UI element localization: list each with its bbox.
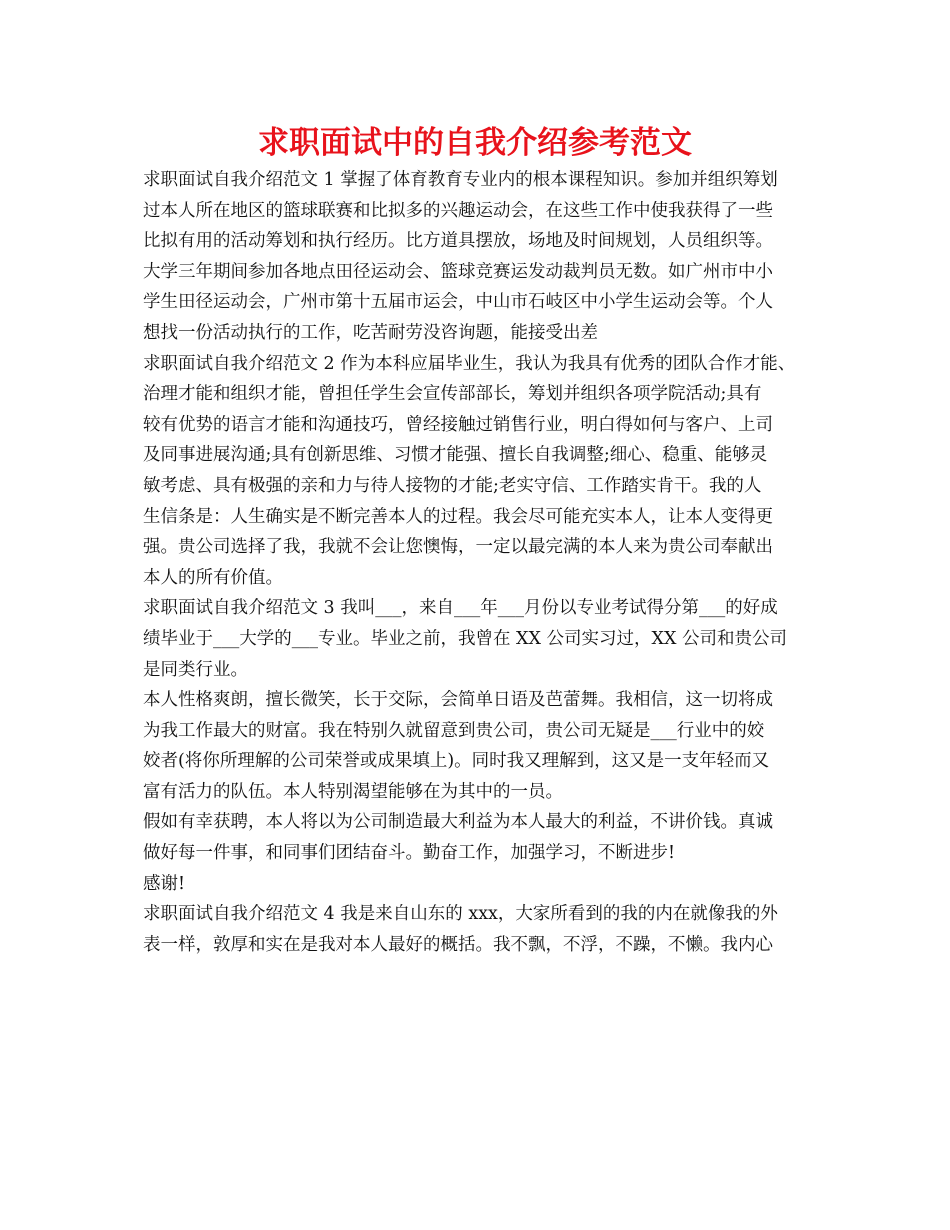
body-line: 本人性格爽朗，擅长微笑，长于交际，会简单日语及芭蕾舞。我相信，这一切将成 — [143, 690, 773, 711]
body-line: 大学三年期间参加各地点田径运动会、篮球竞赛运发动裁判员无数。如广州市中小 — [143, 261, 773, 282]
body-line: 绩毕业于___大学的___专业。毕业之前，我曾在 XX 公司实习过，XX 公司和贵公司 — [143, 628, 788, 649]
body-line: 是同类行业。 — [143, 659, 248, 680]
body-line: 强。贵公司选择了我，我就不会让您懊悔，一定以最完满的本人来为贵公司奉献出 — [143, 537, 773, 558]
body-line: 求职面试自我介绍范文 1 掌握了体育教育专业内的根本课程知识。参加并组织筹划 — [143, 170, 778, 190]
document-body — [143, 165, 823, 960]
body-line: 治理才能和组织才能，曾担任学生会宣传部部长，筹划并组织各项学院活动;具有 — [143, 384, 762, 405]
body-line: 及同事进展沟通;具有创新思维、习惯才能强、擅长自我调整;细心、稳重、能够灵 — [143, 445, 768, 466]
body-line: 求职面试自我介绍范文 3 我叫___，来自___年___月份以专业考试得分第___的好成 — [143, 598, 778, 619]
body-line: 富有活力的队伍。本人特别渴望能够在为其中的一员。 — [143, 781, 563, 802]
body-line: 较有优势的语言才能和沟通技巧，曾经接触过销售行业，明白得如何与客户、上司 — [143, 414, 773, 435]
body-line: 想找一份活动执行的工作，吃苦耐劳没咨询题，能接受出差 — [143, 322, 598, 343]
body-line: 求职面试自我介绍范文 4 我是来自山东的 xxx，大家所看到的我的内在就像我的外 — [143, 904, 778, 925]
body-line: 姣者(将你所理解的公司荣誉或成果填上)。同时我又理解到，这又是一支年轻而又 — [143, 751, 770, 772]
body-line: 比拟有用的活动筹划和执行经历。比方道具摆放，场地及时间规划，人员组织等。 — [143, 231, 773, 252]
body-line: 感谢! — [143, 873, 186, 894]
body-line: 假如有幸获聘，本人将以为公司制造最大利益为本人最大的利益，不讲价钱。真诚 — [143, 812, 773, 833]
body-line: 做好每一件事，和同事们团结奋斗。勤奋工作，加强学习，不断进步! — [143, 843, 676, 864]
body-line: 求职面试自我介绍范文 2 作为本科应届毕业生，我认为我具有优秀的团队合作才能、 — [143, 353, 796, 374]
body-line: 敏考虑、具有极强的亲和力与待人接物的才能;老实守信、工作踏实肯干。我的人 — [143, 475, 762, 496]
document-title: 求职面试中的自我介绍参考范文 — [258, 125, 692, 161]
body-line: 本人的所有价值。 — [143, 567, 283, 588]
body-line: 生信条是：人生确实是不断完善本人的过程。我会尽可能充实本人，让本人变得更 — [143, 506, 773, 527]
body-line: 过本人所在地区的篮球联赛和比拟多的兴趣运动会，在这些工作中使我获得了一些 — [143, 200, 773, 221]
body-line: 学生田径运动会，广州市第十五届市运会，中山市石岐区中小学生运动会等。个人 — [143, 292, 773, 313]
body-line: 表一样，敦厚和实在是我对本人最好的概括。我不飘，不浮，不躁，不懒。我内心 — [143, 934, 773, 955]
body-line: 为我工作最大的财富。我在特别久就留意到贵公司，贵公司无疑是___行业中的姣 — [143, 720, 765, 741]
